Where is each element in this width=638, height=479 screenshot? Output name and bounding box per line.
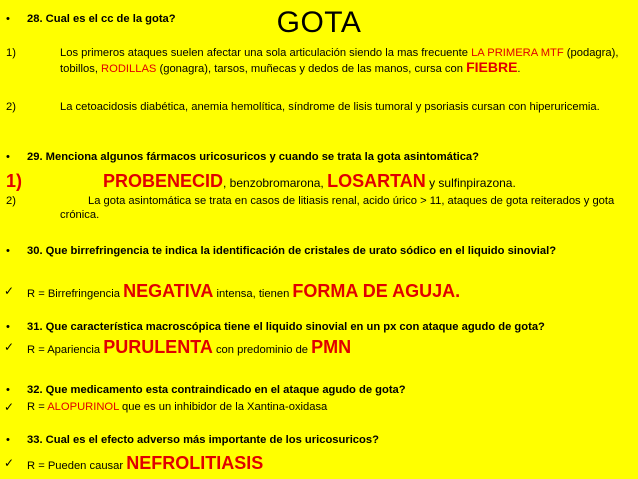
- check-icon: ✓: [4, 340, 15, 354]
- answer-marker: 1): [6, 171, 23, 191]
- check-icon: ✓: [4, 456, 15, 470]
- bullet-icon: •: [6, 384, 10, 396]
- question-29-text: 29. Menciona algunos fármacos uricosuricos y cuando se trata la gota asintomática?: [27, 151, 479, 163]
- bullet-icon: •: [6, 434, 10, 446]
- question-32-text: 32. Que medicamento esta contraindicado en el ataque agudo de gota?: [27, 384, 406, 396]
- answer-31-text: R = Apariencia PURULENTA con predominio de PMN: [27, 337, 352, 357]
- answer-29-2-text: La gota asintomática se trata en casos de litiasis renal, acido úrico > 11, ataques de gota reiterados y gota crónica.: [60, 195, 615, 221]
- answer-32-text: R = ALOPURINOL que es un inhibidor de la Xantina-oxidasa: [27, 401, 328, 413]
- answer-33-text: R = Pueden causar NEFROLITIASIS: [27, 453, 264, 473]
- answer-marker: 2): [6, 101, 16, 113]
- question-30-text: 30. Que birrefringencia te indica la identificación de cristales de urato sódico en el liquido sinovial?: [27, 245, 557, 257]
- answer-28-1-text: Los primeros ataques suelen afectar una sola articulación siendo la mas frecuente LA PRIMERA MTF (podagra), tobillos, RODILLAS (gonagra), tarsos, muñecas y dedos de las manos, cursa con FIEBRE.: [60, 47, 619, 75]
- check-icon: ✓: [4, 284, 15, 298]
- question-33-text: 33. Cual es el efecto adverso más importante de los uricosuricos?: [27, 434, 379, 446]
- answer-30-text: R = Birrefringencia NEGATIVA intensa, tienen FORMA DE AGUJA.: [27, 281, 461, 301]
- bullet-icon: •: [6, 13, 10, 25]
- answer-marker: 2): [6, 195, 16, 207]
- question-28-text: 28. Cual es el cc de la gota?: [27, 13, 176, 25]
- answer-28-2-text: La cetoacidosis diabética, anemia hemolítica, síndrome de lisis tumoral y psoriasis cursan con hiperuricemia.: [60, 101, 600, 113]
- bullet-icon: •: [6, 321, 10, 333]
- bullet-icon: •: [6, 245, 10, 257]
- slide-title: GOTA: [276, 6, 362, 39]
- bullet-icon: •: [6, 151, 10, 163]
- answer-marker: 1): [6, 47, 16, 59]
- check-icon: ✓: [4, 400, 15, 414]
- answer-29-1-text: PROBENECID, benzobromarona, LOSARTAN y sulfinpirazona.: [103, 171, 516, 191]
- question-31-text: 31. Que característica macroscópica tiene el liquido sinovial en un px con ataque agudo de gota?: [27, 321, 545, 333]
